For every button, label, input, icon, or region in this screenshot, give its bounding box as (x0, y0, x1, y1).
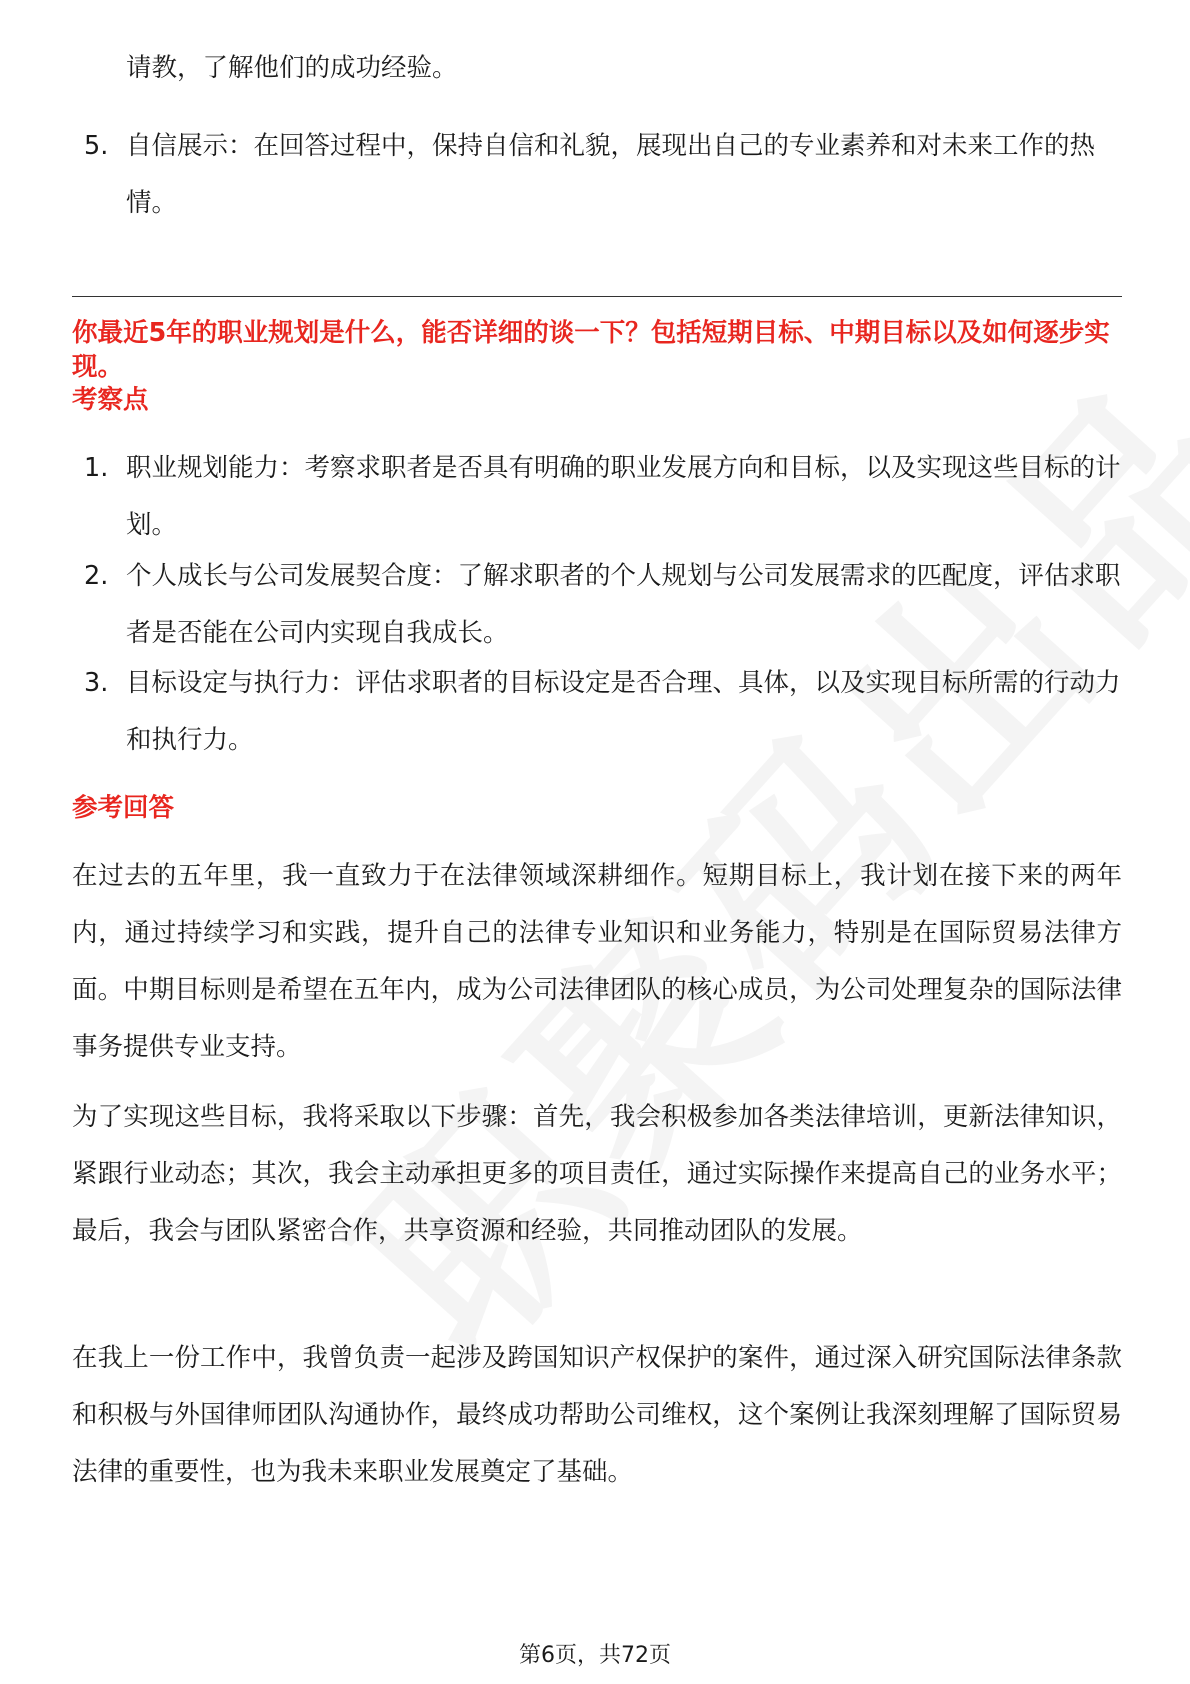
list-item-continued (84, 40, 1124, 97)
list-item-number: 3. (84, 668, 109, 698)
answer-heading: 参考回答 (72, 793, 175, 823)
interview-question: 你最近5年的职业规划是什么，能否详细的谈一下？包括短期目标、中期目标以及如何逐步实现。 (72, 318, 1110, 382)
section-divider (72, 296, 1122, 297)
list-item-number: 1. (84, 453, 109, 483)
assessment-item-2 (84, 548, 1124, 662)
list-item-5 (84, 118, 1124, 232)
answer-paragraph-1: 在过去的五年里，我一直致力于在法律领域深耕细作。短期目标上，我计划在接下来的两年内，通过持续学习和实践，提升自己的法律专业知识和业务能力，特别是在国际贸易法律方面。中期目标则是希望在五年内，成为公司法律团队的核心成员，为公司处理复杂的国际法律事务提供专业支持。 (72, 861, 1122, 1062)
list-item-number: 2. (84, 561, 109, 591)
answer-paragraph-3: 在我上一份工作中，我曾负责一起涉及跨国知识产权保护的案件，通过深入研究国际法律条款和积极与外国律师团队沟通协作，最终成功帮助公司维权，这个案例让我深刻理解了国际贸易法律的重要性，也为我未来职业发展奠定了基础。 (72, 1343, 1122, 1487)
answer-paragraph-2: 为了实现这些目标，我将采取以下步骤：首先，我会积极参加各类法律培训，更新法律知识，紧跟行业动态；其次，我会主动承担更多的项目责任，通过实际操作来提高自己的业务水平；最后，我会与团队紧密合作，共享资源和经验，共同推动团队的发展。 (72, 1102, 1122, 1246)
list-item-number: 5. (84, 131, 109, 161)
list-item-text: 自信展示：在回答过程中，保持自信和礼貌，展现出自己的专业素养和对未来工作的热情。 (126, 131, 1096, 218)
assessment-item-1 (84, 440, 1124, 554)
assessment-heading: 考察点 (72, 385, 149, 415)
list-item-text: 请教，了解他们的成功经验。 (126, 53, 458, 83)
assessment-item-3 (84, 655, 1124, 769)
page-number: 第6页，共72页 (519, 1643, 671, 1668)
list-item-text: 个人成长与公司发展契合度：了解求职者的个人规划与公司发展需求的匹配度，评估求职者是否能在公司内实现自我成长。 (126, 561, 1121, 648)
list-item-text: 职业规划能力：考察求职者是否具有明确的职业发展方向和目标，以及实现这些目标的计划。 (126, 453, 1121, 540)
list-item-text: 目标设定与执行力：评估求职者的目标设定是否合理、具体，以及实现目标所需的行动力和执行力。 (126, 668, 1121, 755)
